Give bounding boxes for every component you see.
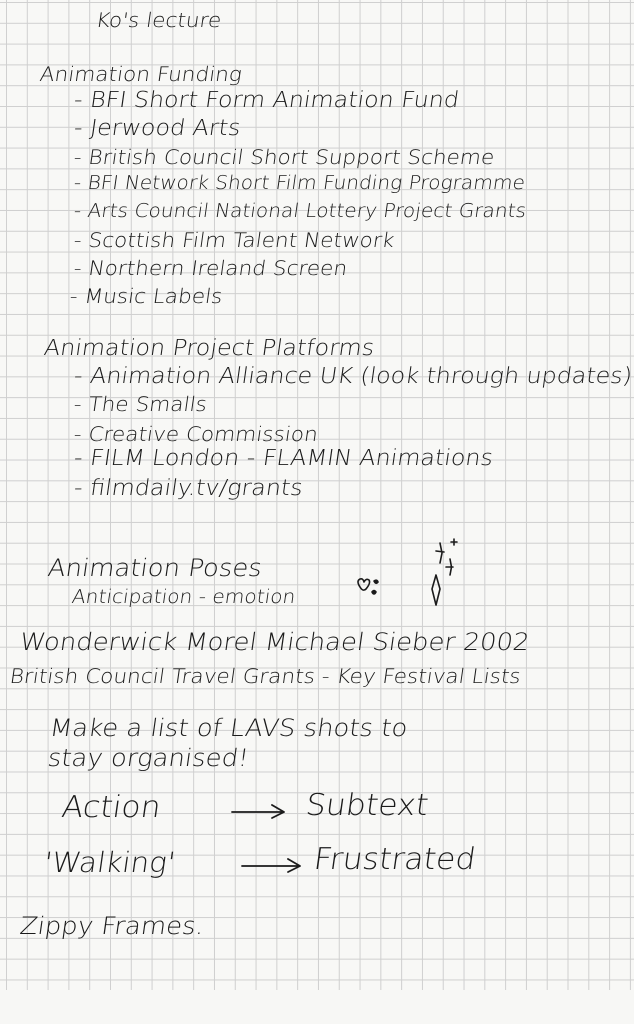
section-heading-platforms: Animation Project Platforms (42, 336, 376, 361)
list-item: - Scottish Film Talent Network (72, 228, 397, 252)
poses-subtext: Anticipation - emotion (70, 586, 297, 608)
list-item: - The Smalls (72, 392, 209, 416)
list-item: - FILM London - FLAMIN Animations (72, 446, 495, 471)
closing-note: Zippy Frames. (18, 912, 206, 940)
sparkle-doodle-icon (350, 535, 470, 615)
mapping-left: 'Walking' (41, 846, 178, 879)
note-line: Make a list of LAVS shots to (48, 714, 410, 742)
mapping-right: Subtext (303, 788, 431, 823)
note-title: Ko's lecture (94, 8, 224, 32)
list-item: - Jerwood Arts (72, 116, 243, 141)
section-heading-funding: Animation Funding (38, 62, 244, 86)
poses-heading: Animation Poses (46, 554, 264, 582)
mapping-right: Frustrated (311, 842, 478, 877)
list-item: - Animation Alliance UK (look through updates) (72, 364, 634, 389)
list-item: - Music Labels (68, 284, 225, 308)
note-line: British Council Travel Grants - Key Festival Lists (8, 664, 523, 688)
arrow-right-icon (230, 802, 290, 822)
list-item: - BFI Short Form Animation Fund (72, 88, 461, 113)
note-line: stay organised! (46, 744, 251, 772)
list-item: - Arts Council National Lottery Project Grants (72, 200, 528, 222)
list-item: - Creative Commission (72, 422, 320, 446)
note-line: Wonderwick Morel Michael Sieber 2002 (18, 628, 532, 656)
list-item: - filmdaily.tv/grants (72, 476, 305, 501)
list-item: - British Council Short Support Scheme (72, 145, 497, 169)
mapping-left: Action (59, 790, 164, 825)
arrow-right-icon (240, 856, 306, 876)
page-footer-strip (0, 990, 634, 1024)
list-item: - BFI Network Short Film Funding Programme (72, 172, 527, 194)
list-item: - Northern Ireland Screen (72, 256, 349, 280)
